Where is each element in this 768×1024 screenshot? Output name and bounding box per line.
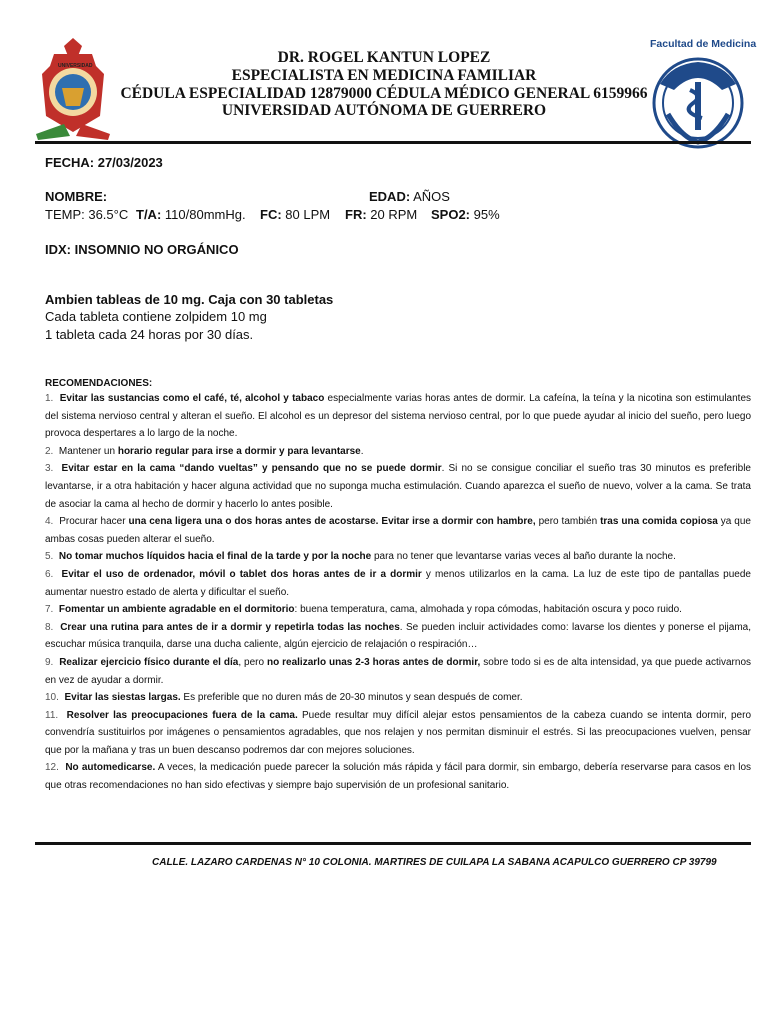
recommendation-number: 3. <box>45 463 54 475</box>
fr-value: 20 RPM <box>370 207 418 222</box>
recommendations-list <box>45 390 751 795</box>
recommendation-item <box>45 759 751 794</box>
edad-value: AÑOS <box>413 189 450 204</box>
recommendation-number: 6. <box>45 568 54 580</box>
recommendation-bold-text: No tomar muchos líquidos hacia el final de la tarde y por la noche <box>58 551 372 563</box>
facultad-medicina-logo <box>652 54 744 152</box>
recommendation-number: 1. <box>45 393 54 404</box>
fc-field <box>260 207 330 222</box>
recommendation-text: . Si no se consigue conciliar el sueño tras 30 minutos es preferible levantarse, ir a otra habitación y hacer alguna actividad que no suponga mucha estimulación. Cuando aparezca el sueño de nuevo, volver a la cama. Se trata de asociar la cama al hecho de dormir y hacerlo lo antes posible. <box>45 463 751 510</box>
recommendation-bold-text: No automedicarse. <box>65 762 156 774</box>
spo2-label: SPO2: <box>431 207 471 222</box>
rx-composition: Cada tableta contiene zolpidem 10 mg <box>45 309 267 324</box>
recommendation-text: para no tener que levantarse varias veces al baño durante la noche. <box>371 551 676 563</box>
doctor-name: DR. ROGEL KANTUN LOPEZ <box>277 49 491 66</box>
spo2-field <box>431 207 500 222</box>
header-divider <box>35 141 751 144</box>
recommendations-title: RECOMENDACIONES: <box>45 378 153 389</box>
recommendation-number: 7. <box>45 604 54 616</box>
recommendation-number: 10. <box>45 692 59 704</box>
recommendation-item <box>45 601 751 619</box>
recommendation-bold-text: Crear una rutina para antes de ir a dormir y repetirla todas las noches <box>60 621 400 633</box>
recommendation-text: , pero <box>238 656 267 668</box>
ta-value: 110/80mmHg. <box>164 207 246 222</box>
recommendation-bold-text: tras una comida copiosa <box>600 516 718 528</box>
recommendation-number: 5. <box>45 551 54 563</box>
recommendation-number: 12. <box>45 762 59 774</box>
recommendation-item <box>45 619 751 654</box>
edad-label: EDAD: <box>369 189 411 204</box>
fc-value: 80 LPM <box>285 207 331 222</box>
recommendation-item <box>45 390 751 443</box>
recommendation-item <box>45 707 751 760</box>
diagnosis: IDX: INSOMNIO NO ORGÁNICO <box>45 242 239 257</box>
recommendation-number: 9. <box>45 656 54 668</box>
vitals-row <box>45 207 128 222</box>
recommendations-section <box>45 378 751 795</box>
fr-label: FR: <box>345 207 367 222</box>
recommendation-text: y menos utilizarlos en la cama. La luz de este tipo de pantallas puede aumentar nuestro estado de alerta y dificultar el sueño. <box>45 568 751 598</box>
ta-field <box>136 207 246 222</box>
recommendation-number: 11. <box>45 709 59 721</box>
footer-address: CALLE. LAZARO CARDENAS N° 10 COLONIA. MARTIRES DE CUILAPA LA SABANA ACAPULCO GUERRERO CP 39799 <box>152 857 717 868</box>
recommendation-bold-text: Realizar ejercicio físico durante el día <box>59 656 239 668</box>
recommendation-text: Puede resultar muy difícil alejar estos pensamientos de la cabeza cuando se intenta dormir, pero convendría sustituirlos por imágenes o pensamientos agradables, que nos relajen y nos permitan disminuir el estrés. Si las preocupaciones vuelven, pensar que por la mañana y tras un buen descanso podremos dar con mejores soluciones. <box>45 709 752 756</box>
recommendation-item <box>45 566 751 601</box>
recommendation-item <box>45 548 751 566</box>
recommendation-text: . Se pueden incluir actividades como: lavarse los dientes y ponerse el pijama, escuchar música tranquila, darse una ducha caliente, algún ejercicio de relajación o respiración… <box>45 621 751 651</box>
fecha-label: FECHA: 27/03/2023 <box>45 155 163 170</box>
university-crest-logo <box>34 36 112 140</box>
recommendation-text: especialmente varias horas antes de dormir. La cafeína, la teína y la nicotina son estimulantes del sistema nervioso central y alteran el sueño. El alcohol es un depresor del sistema nervioso central, por lo que puede ayudar al inicio del sueño, pero luego provoca despertares a lo largo de la noche. <box>45 393 752 440</box>
recommendation-bold-text: Resolver las preocupaciones fuera de la cama. <box>66 709 298 721</box>
recommendation-item <box>45 460 751 513</box>
recommendation-bold-text: Evitar el uso de ordenador, móvil o tablet dos horas antes de ir a dormir <box>61 568 422 580</box>
recommendation-bold-text: horario regular para irse a dormir y para levantarse <box>117 445 361 457</box>
rx-medication: Ambien tableas de 10 mg. Caja con 30 tabletas <box>45 292 334 307</box>
recommendation-text: Procurar hacer <box>59 516 129 528</box>
recommendation-text: pero también <box>535 516 601 528</box>
nombre-label: NOMBRE: <box>45 189 108 204</box>
recommendation-text: sobre todo si es de alta intensidad, ya que puede activarnos en vez de ayudar a dormir. <box>45 656 752 686</box>
recommendation-text: ya que ambas cosas pueden alterar el sueño. <box>45 516 751 545</box>
recommendation-bold-text: una cena ligera una o dos horas antes de acostarse. Evitar irse a dormir con hambre, <box>128 516 536 528</box>
rx-dosage: 1 tableta cada 24 horas por 30 días. <box>45 327 254 342</box>
recommendation-number: 2. <box>45 445 54 457</box>
recommendation-item <box>45 443 751 461</box>
university-name: UNIVERSIDAD AUTÓNOMA DE GUERRERO <box>221 102 547 119</box>
recommendation-bold-text: Evitar las sustancias como el café, té, alcohol y tabaco <box>59 393 325 404</box>
recommendation-number: 8. <box>45 621 54 633</box>
crest-text: UNIVERSIDAD <box>58 63 93 69</box>
spo2-value: 95% <box>473 207 500 222</box>
fr-field <box>345 207 417 222</box>
recommendation-item <box>45 513 751 548</box>
recommendation-item <box>45 654 751 689</box>
recommendation-bold-text: Fomentar un ambiente agradable en el dormitorio <box>58 604 295 616</box>
temp-value: TEMP: 36.5°C <box>45 207 129 222</box>
recommendation-item <box>45 689 751 707</box>
recommendation-text: : buena temperatura, cama, almohada y ropa cómodas, habitación oscura y poco ruido. <box>294 604 682 616</box>
footer-divider <box>35 842 751 845</box>
recommendation-text: . <box>360 445 364 457</box>
specialty: ESPECIALISTA EN MEDICINA FAMILIAR <box>231 67 537 84</box>
recommendation-number: 4. <box>45 516 54 528</box>
recommendation-text: A veces, la medicación puede parecer la solución más rápida y fácil para dormir, sin embargo, debería reservarse para casos en los que otras recomendaciones no han sido efectivas y siempre bajo supervisión de un profesional sanitario. <box>45 762 752 792</box>
fc-label: FC: <box>260 207 282 222</box>
recommendation-bold-text: Evitar estar en la cama “dando vueltas” y pensando que no se puede dormir <box>61 463 442 475</box>
recommendation-bold-text: Evitar las siestas largas. <box>64 692 181 704</box>
edad-field <box>369 189 450 204</box>
recommendation-text: Mantener un <box>58 445 118 457</box>
facultad-logo-caption: Facultad de Medicina <box>650 38 757 50</box>
license-numbers: CÉDULA ESPECIALIDAD 12879000 CÉDULA MÉDICO GENERAL 6159966 <box>120 85 648 102</box>
recommendation-text: Es preferible que no duren más de 20-30 minutos y sean después de comer. <box>180 692 523 704</box>
ta-label: T/A: <box>136 207 162 222</box>
recommendation-bold-text: no realizarlo unas 2-3 horas antes de dormir, <box>267 656 481 668</box>
